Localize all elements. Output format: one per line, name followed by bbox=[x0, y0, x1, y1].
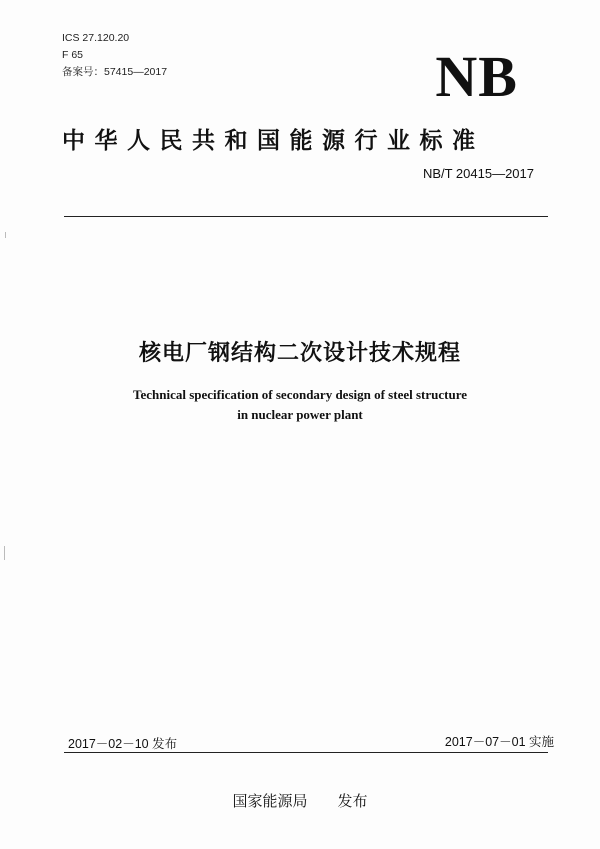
publish-action: 发布 bbox=[337, 792, 368, 810]
publisher-name: 国家能源局 bbox=[232, 792, 308, 810]
industry-standard-title: 中华人民共和国能源行业标准 bbox=[62, 128, 485, 154]
ics-code: ICS 27.120.20 bbox=[62, 32, 130, 44]
nb-logo: NB bbox=[435, 44, 518, 109]
document-title-english bbox=[0, 385, 600, 425]
publisher-line bbox=[0, 790, 600, 811]
bottom-divider bbox=[64, 752, 548, 753]
top-divider bbox=[64, 216, 548, 217]
english-title-line-2: in nuclear power plant bbox=[237, 407, 363, 422]
issue-date: 2017－02－10 发布 bbox=[68, 737, 178, 751]
english-title-line-1: Technical specification of secondary design of steel structure bbox=[133, 387, 467, 402]
classification-block bbox=[62, 30, 167, 81]
ccs-code: F 65 bbox=[62, 49, 84, 61]
standard-number: NB/T 20415—2017 bbox=[422, 166, 534, 181]
record-number: 备案号：57415—2017 bbox=[62, 66, 168, 78]
scan-mark bbox=[4, 546, 5, 560]
document-title-chinese: 核电厂钢结构二次设计技术规程 bbox=[138, 341, 461, 366]
scan-mark bbox=[5, 232, 6, 238]
implementation-date: 2017－07－01 实施 bbox=[444, 735, 554, 749]
